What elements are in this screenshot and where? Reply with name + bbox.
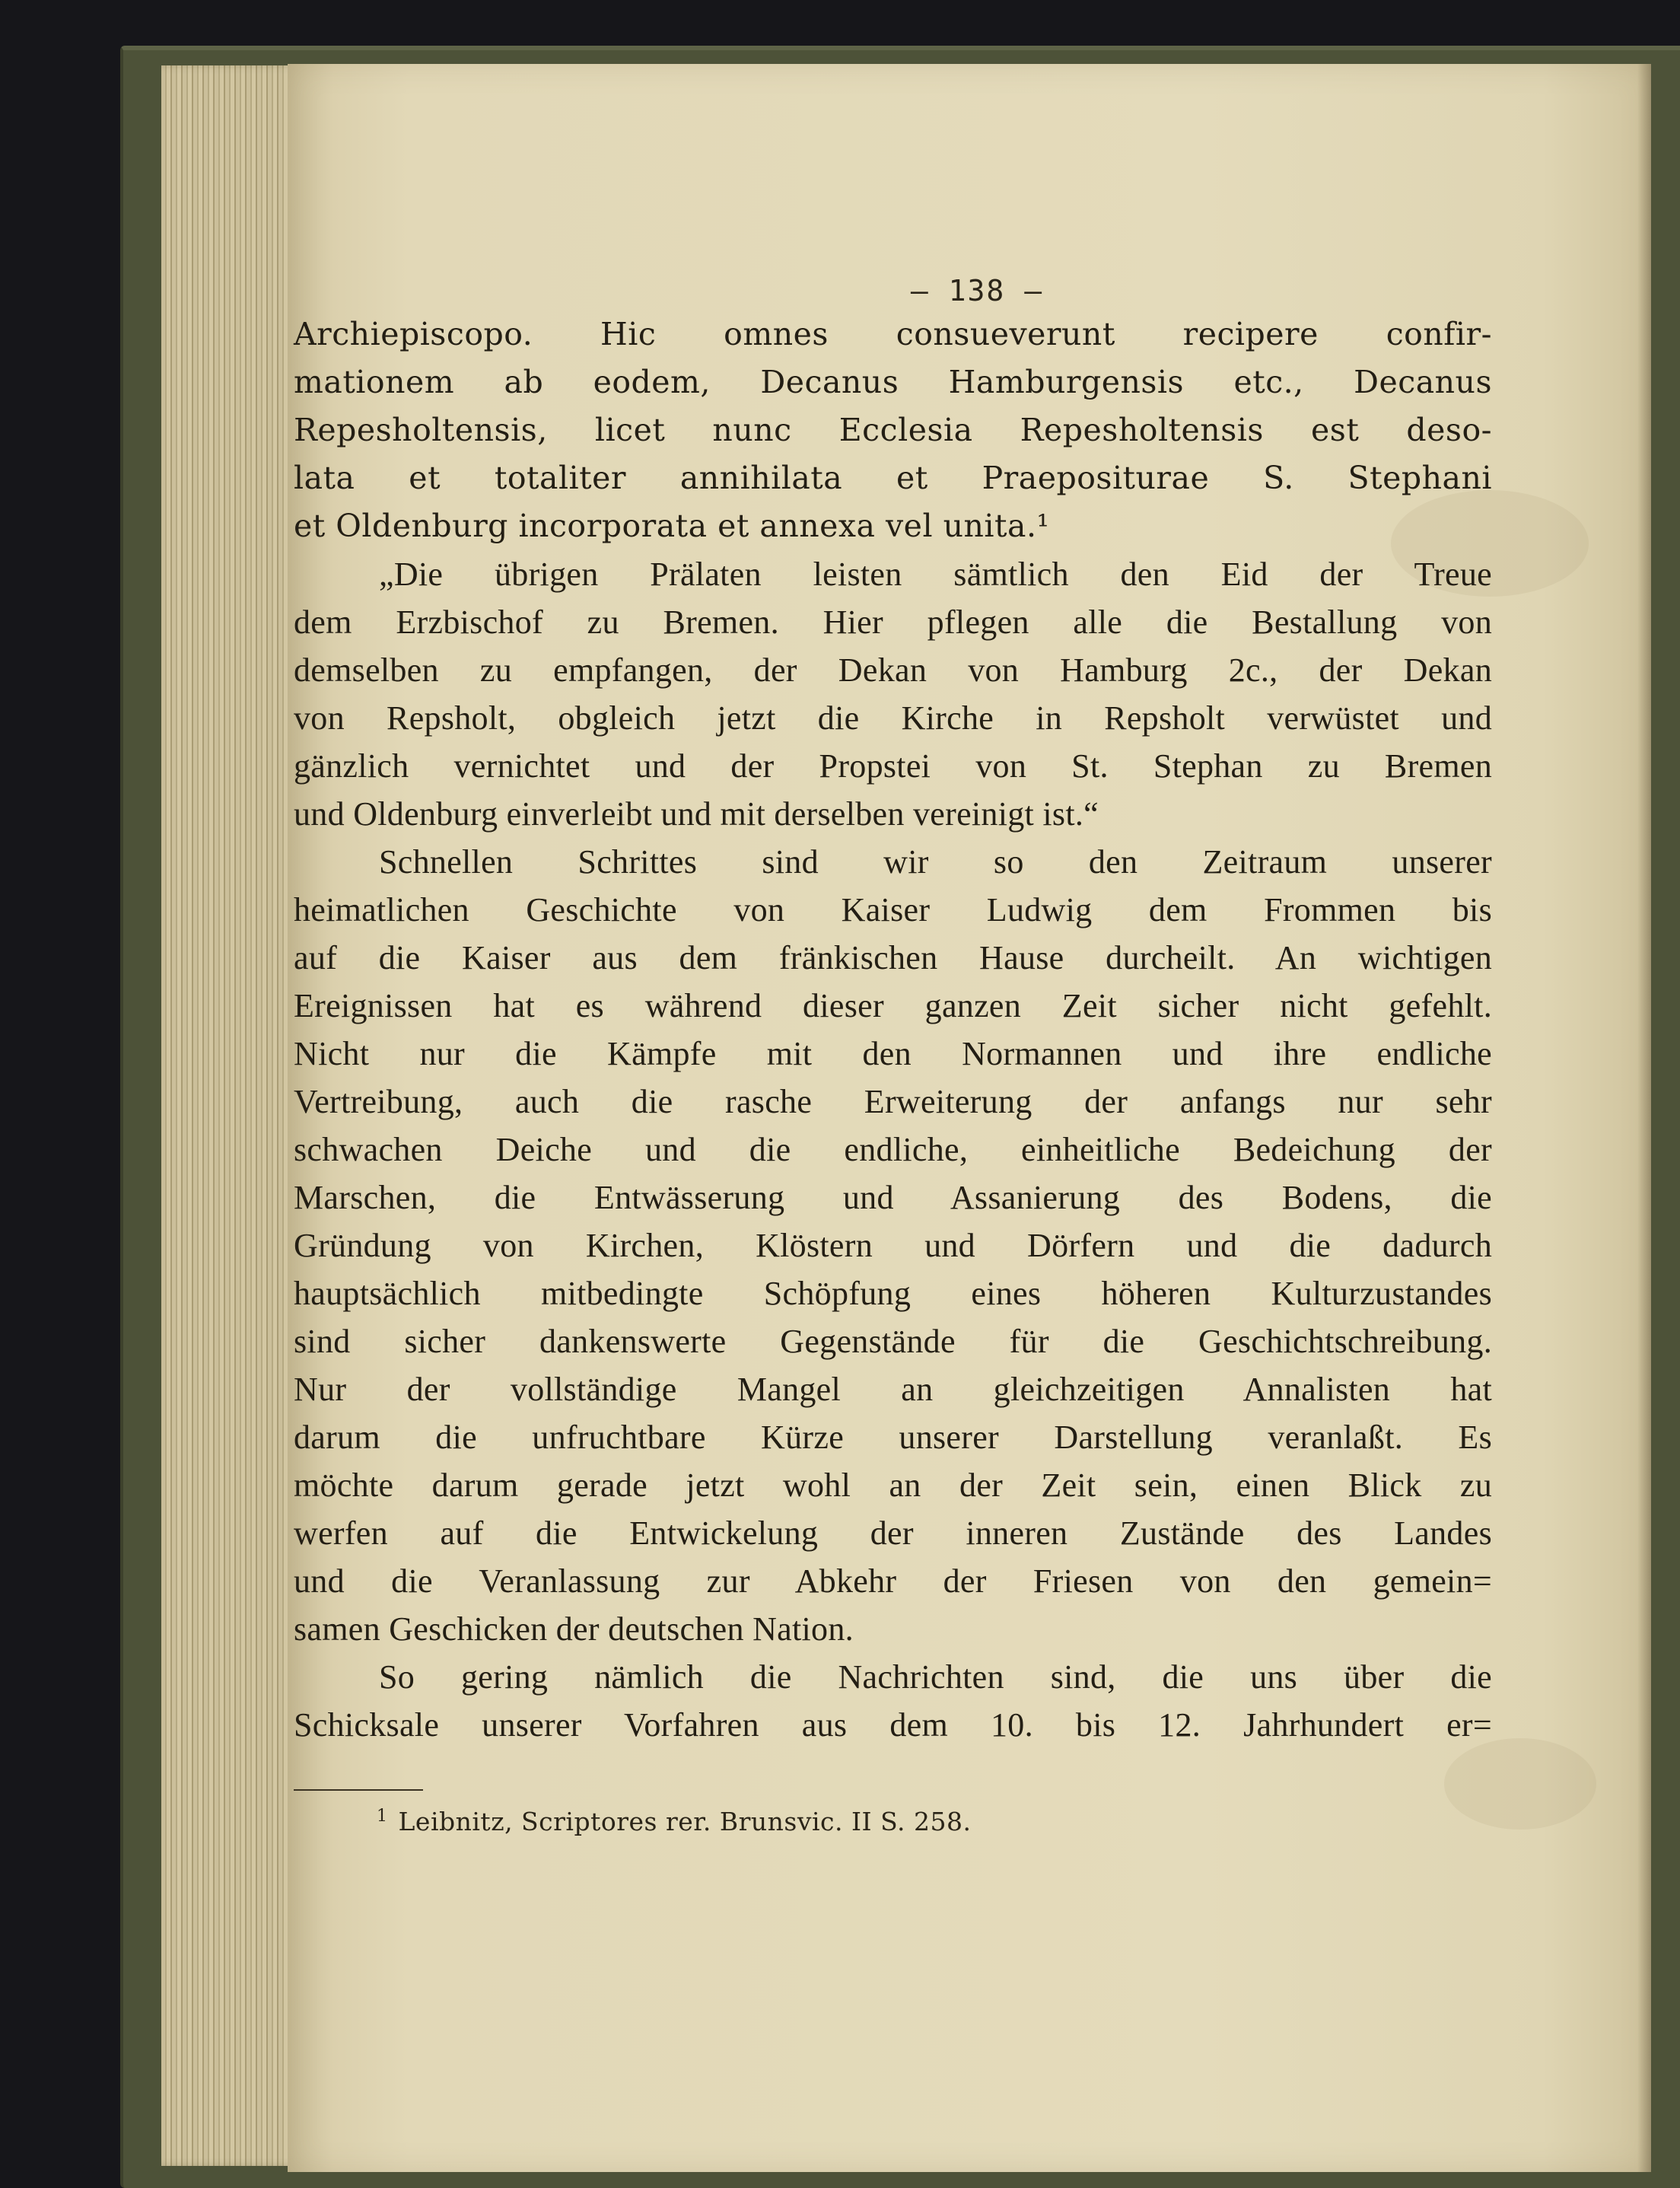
text-line: heimatlichen Geschichte von Kaiser Ludwig dem Frommen bis xyxy=(294,891,1492,928)
text-line: Schicksale unserer Vorfahren aus dem 10. bis 12. Jahrhundert er= xyxy=(294,1706,1492,1744)
text-line: Gründung von Kirchen, Klöstern und Dörfern und die dadurch xyxy=(294,1227,1492,1264)
text-line: dem Erzbischof zu Bremen. Hier pflegen alle die Bestallung von xyxy=(294,604,1492,641)
text-line: samen Geschicken der deutschen Nation. xyxy=(294,1610,854,1648)
paper-stain xyxy=(1444,1738,1596,1830)
text-line: hauptsächlich mitbedingte Schöpfung eines höheren Kulturzustandes xyxy=(294,1275,1492,1312)
text-line: Nicht nur die Kämpfe mit den Normannen und ihre endliche xyxy=(294,1035,1492,1072)
text-line: So gering nämlich die Nachrichten sind, die uns über die xyxy=(379,1658,1492,1696)
text-line: Vertreibung, auch die rasche Erweiterung der anfangs nur sehr xyxy=(294,1083,1492,1120)
text-line: gänzlich vernichtet und der Propstei von St. Stephan zu Bremen xyxy=(294,747,1492,785)
text-line: „Die übrigen Prälaten leisten sämtlich den Eid der Treue xyxy=(379,556,1492,593)
text-line: werfen auf die Entwickelung der inneren Zustände des Landes xyxy=(294,1514,1492,1552)
text-line: Nur der vollständige Mangel an gleichzeitigen Annalisten hat xyxy=(294,1371,1492,1408)
text-line: et Oldenburg incorporata et annexa vel unita.¹ xyxy=(294,508,1050,544)
footnote-divider xyxy=(294,1789,423,1791)
body-text xyxy=(294,311,1492,1749)
text-line: und die Veranlassung zur Abkehr der Friesen von den gemein= xyxy=(294,1562,1492,1600)
text-line: von Repsholt, obgleich jetzt die Kirche in Repsholt verwüstet und xyxy=(294,699,1492,737)
text-line: Repesholtensis, licet nunc Ecclesia Repesholtensis est deso- xyxy=(294,412,1492,448)
text-line: Ereignissen hat es während dieser ganzen Zeit sicher nicht gefehlt. xyxy=(294,987,1492,1024)
text-line: möchte darum gerade jetzt wohl an der Zeit sein, einen Blick zu xyxy=(294,1467,1492,1504)
footnote-marker: 1 xyxy=(377,1807,388,1826)
text-line: schwachen Deiche und die endliche, einheitliche Bedeichung der xyxy=(294,1131,1492,1168)
text-line: sind sicher dankenswerte Gegenstände für die Geschichtschreibung. xyxy=(294,1323,1492,1360)
text-line: demselben zu empfangen, der Dekan von Hamburg 2c., der Dekan xyxy=(294,651,1492,689)
text-line: Marschen, die Entwässerung und Assanierung des Bodens, die xyxy=(294,1179,1492,1216)
text-line: lata et totaliter annihilata et Praepositurae S. Stephani xyxy=(294,460,1492,496)
page-number: — 138 — xyxy=(910,274,1044,307)
text-line: auf die Kaiser aus dem fränkischen Hause durcheilt. An wichtigen xyxy=(294,939,1492,976)
text-line: Schnellen Schrittes sind wir so den Zeitraum unserer xyxy=(379,843,1492,881)
text-line: und Oldenburg einverleibt und mit derselben vereinigt ist.“ xyxy=(294,795,1099,833)
footnote xyxy=(377,1798,1442,1841)
text-line: darum die unfruchtbare Kürze unserer Darstellung veranlaßt. Es xyxy=(294,1419,1492,1456)
text-line: mationem ab eodem, Decanus Hamburgensis etc., Decanus xyxy=(294,364,1492,400)
page-edges xyxy=(161,65,306,2166)
footnote-text: Leibnitz, Scriptores rer. Brunsvic. II S. 258. xyxy=(398,1807,972,1836)
text-line: Archiepiscopo. Hic omnes consueverunt recipere confir- xyxy=(294,316,1492,352)
